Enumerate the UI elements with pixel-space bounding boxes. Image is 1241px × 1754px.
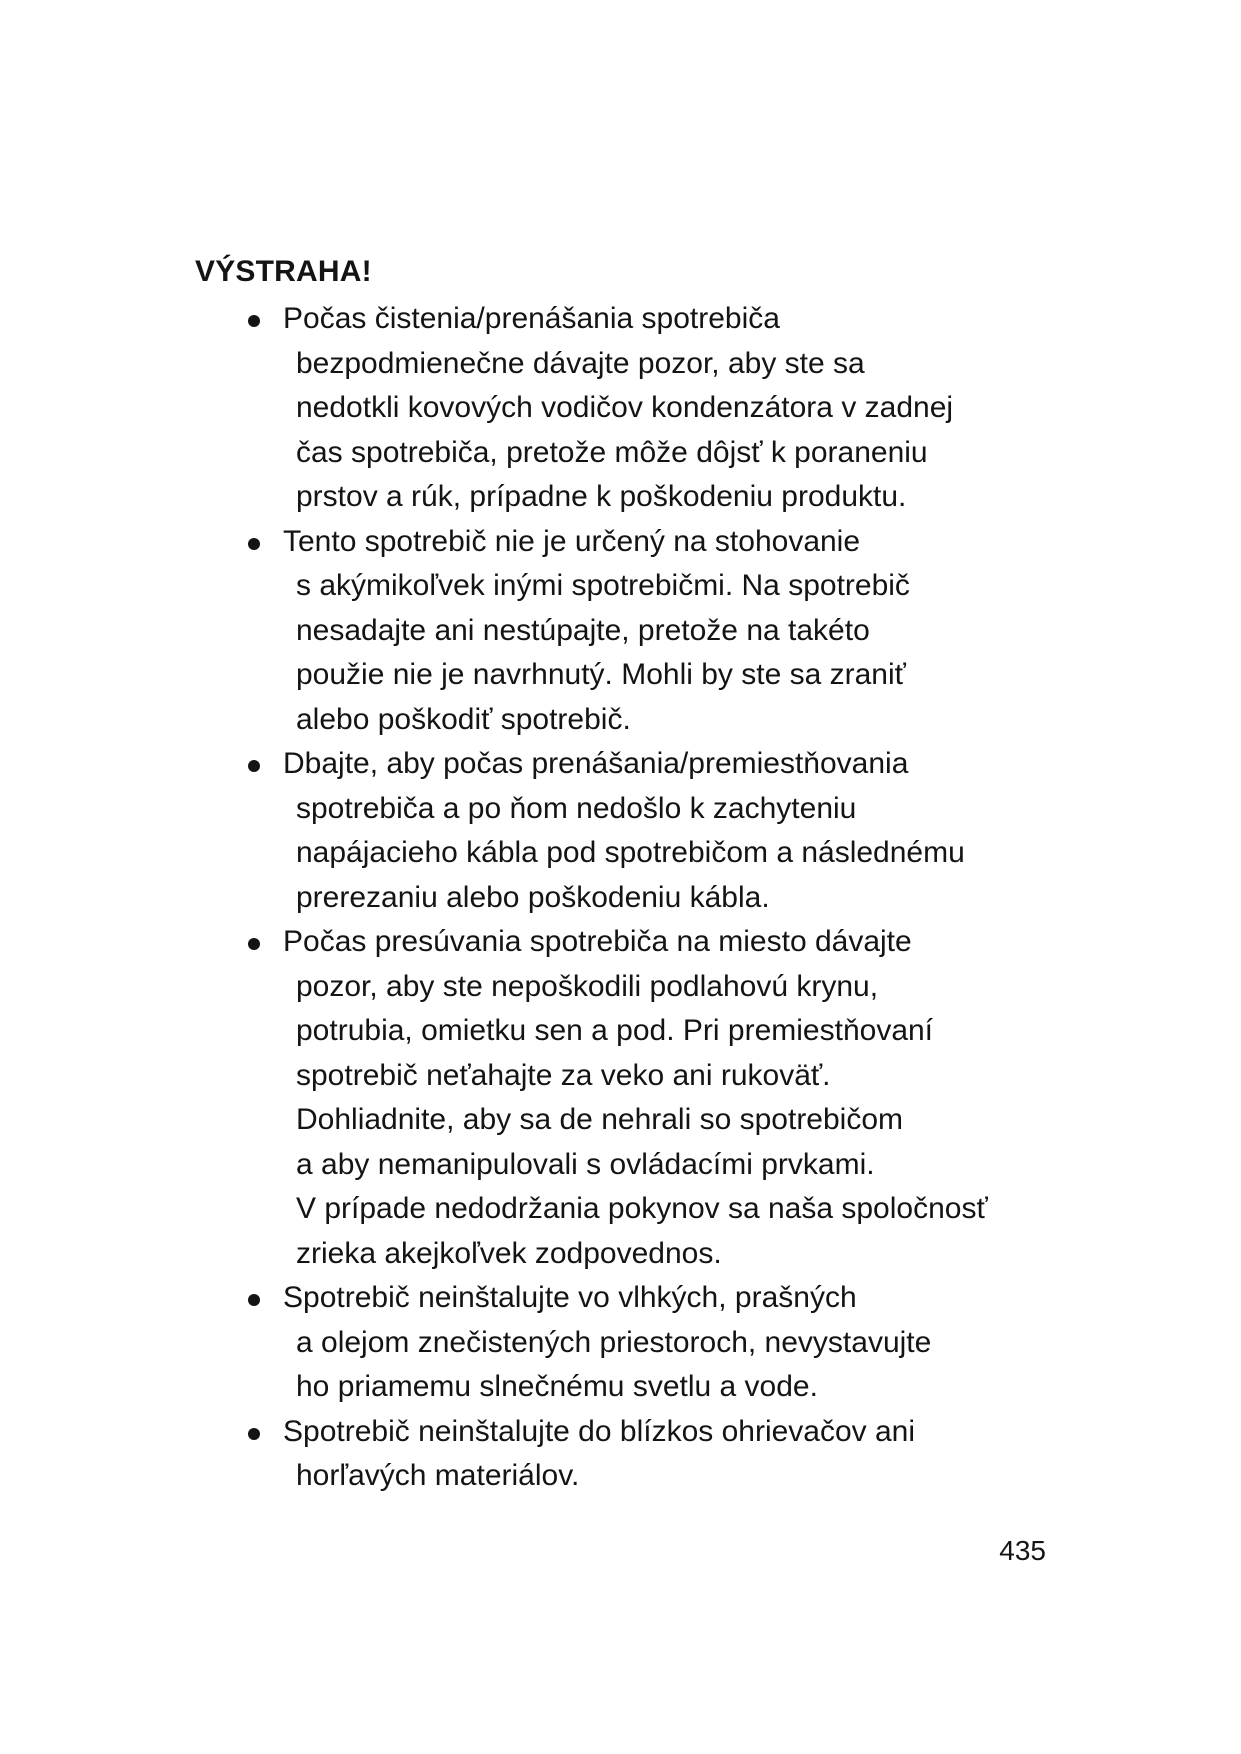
page-number: 435: [999, 1535, 1046, 1566]
warning-line: s akýmikoľvek inými spotrebičmi. Na spotrebič: [296, 569, 910, 602]
warning-item: [248, 1410, 1078, 1499]
warning-line: a olejom znečistených priestoroch, nevystavujte: [296, 1325, 932, 1359]
warning-item: [248, 297, 1078, 520]
warning-line: Dohliadnite, aby sa de nehrali so spotrebičom: [296, 1103, 904, 1136]
warning-line: ho priamemu slnečnému svetlu a vode.: [296, 1370, 818, 1403]
warning-line: nesadajte ani nestúpajte, pretože na takéto: [296, 613, 870, 647]
warning-line: napájacieho kábla pod spotrebičom a následnému: [296, 836, 965, 869]
warning-line: spotrebič neťahajte za veko ani rukoväť.: [296, 1058, 831, 1092]
warning-item: [248, 1276, 1078, 1410]
warning-line: Spotrebič neinštalujte vo vlhkých, prašných: [283, 1281, 857, 1314]
warning-line: zrieka akejkoľvek zodpovednos.: [296, 1236, 722, 1270]
warning-line: nedotkli kovových vodičov kondenzátora v zadnej: [296, 391, 954, 424]
warning-line: V prípade nedodržania pokynov sa naša spoločnosť: [296, 1192, 988, 1225]
warning-item: [248, 742, 1078, 920]
warning-line: spotrebiča a po ňom nedošlo k zachyteniu: [296, 791, 857, 825]
warning-line: pozor, aby ste nepoškodili podlahovú krynu,: [296, 969, 879, 1003]
warning-line: horľavých materiálov.: [296, 1459, 580, 1492]
warning-line: Dbajte, aby počas prenášania/premiestňovania: [283, 747, 909, 780]
warning-list: [248, 297, 1078, 1499]
bullet-icon: [248, 1428, 260, 1440]
bullet-icon: [248, 1294, 260, 1306]
warning-line: čas spotrebiča, pretože môže dôjsť k poraneniu: [296, 435, 928, 469]
warning-line: potrubia, omietku sen a pod. Pri premiestňovaní: [296, 1014, 934, 1047]
bullet-icon: [248, 315, 260, 327]
bullet-icon: [248, 760, 260, 772]
warning-line: Spotrebič neinštalujte do blízkos ohrievačov ani: [283, 1414, 916, 1448]
warning-line: prstov a rúk, prípadne k poškodeniu produktu.: [296, 480, 907, 513]
warning-heading: VÝSTRAHA!: [195, 255, 372, 288]
warning-line: prerezaniu alebo poškodeniu kábla.: [296, 880, 770, 914]
bullet-icon: [248, 938, 260, 950]
warning-line: Počas čistenia/prenášania spotrebiča: [283, 302, 780, 335]
warning-item: [248, 920, 1078, 1276]
warning-line: alebo poškodiť spotrebič.: [296, 702, 631, 736]
bullet-icon: [248, 538, 260, 550]
warning-line: Tento spotrebič nie je určený na stohovanie: [283, 524, 861, 558]
warning-line: použie nie je navrhnutý. Mohli by ste sa zraniť: [296, 658, 906, 691]
warning-item: [248, 520, 1078, 743]
warning-line: Počas presúvania spotrebiča na miesto dávajte: [283, 925, 912, 958]
warning-line: bezpodmienečne dávajte pozor, aby ste sa: [296, 346, 865, 380]
warning-line: a aby nemanipulovali s ovládacími prvkami.: [296, 1147, 875, 1181]
